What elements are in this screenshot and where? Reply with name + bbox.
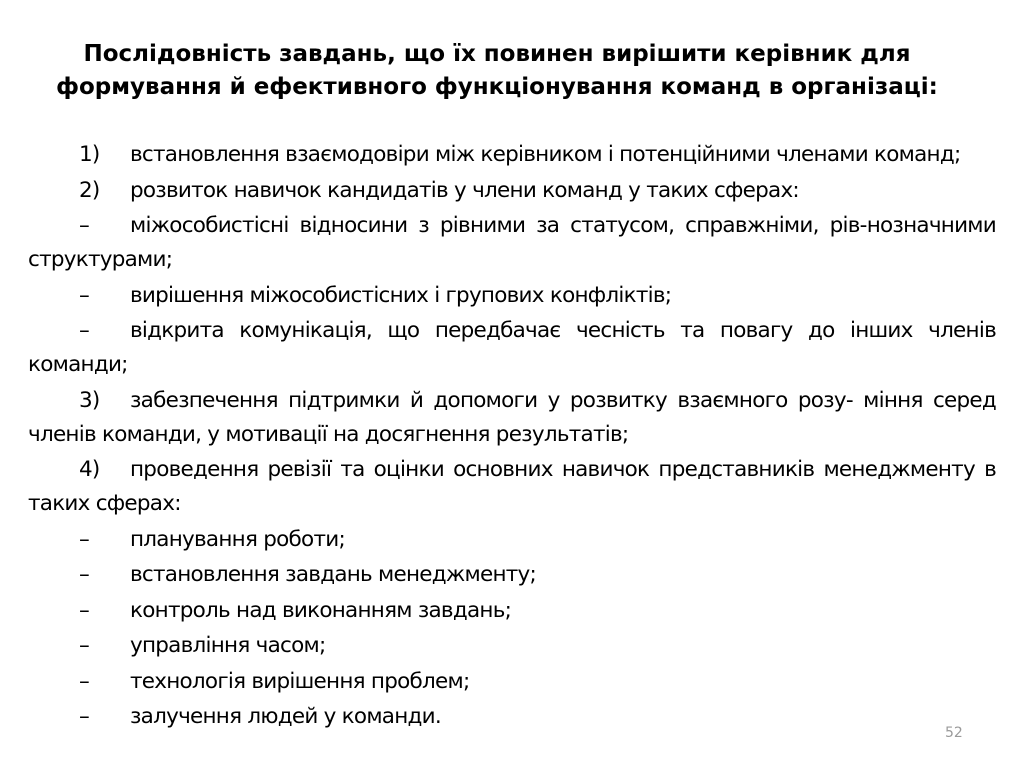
list-item-text: залучення людей у команди.	[130, 704, 441, 729]
list-item	[28, 558, 996, 592]
list-item	[28, 279, 996, 313]
list-item-text: встановлення завдань менеджменту;	[130, 562, 537, 587]
list-item	[28, 314, 996, 382]
list-item	[28, 629, 996, 663]
list-item-text: розвиток навичок кандидатів у члени команд у таких сферах:	[130, 177, 799, 203]
list-item-text: вирішення міжособистісних і групових конфліктів;	[130, 282, 672, 308]
list-item	[28, 138, 996, 172]
list-marker: –	[79, 562, 89, 587]
list-item-text: проведення ревізії та оцінки основних навичок представників менеджменту в таких сферах:	[28, 457, 996, 516]
list-item-text: технологія вирішення проблем;	[130, 668, 470, 694]
list-item-text: планування роботи;	[130, 526, 345, 552]
list-item-text: контроль над виконанням завдань;	[130, 597, 512, 623]
list-marker: 4)	[79, 457, 100, 482]
list-marker: –	[79, 597, 89, 623]
list-marker: 1)	[79, 142, 100, 167]
list-item	[28, 700, 996, 734]
list-marker: 2)	[79, 177, 100, 203]
slide-title: Послідовність завдань, що їх повинен вирішити керівник для формування й ефективного функціонування команд в організаці:	[56, 41, 938, 100]
list-item-text: управління часом;	[130, 633, 326, 658]
list-item	[28, 174, 996, 208]
list-marker: –	[79, 318, 89, 343]
list-item	[28, 665, 996, 699]
list-marker: –	[79, 633, 89, 658]
list-item-text: міжособистісні відносини з рівними за статусом, справжніми, рів-нозначними структурами;	[28, 213, 996, 272]
slide-body	[28, 138, 996, 736]
list-marker: –	[79, 213, 89, 238]
list-item	[28, 523, 996, 557]
list-item	[28, 594, 996, 628]
list-item-text: встановлення взаємодовіри між керівником і потенційними членами команд;	[130, 142, 961, 167]
list-item	[28, 384, 996, 452]
list-item	[28, 453, 996, 521]
list-item	[28, 209, 996, 277]
list-marker: –	[79, 282, 89, 308]
list-marker: –	[79, 526, 89, 552]
list-marker: 3)	[79, 387, 100, 413]
page-number: 52	[945, 725, 963, 741]
list-marker: –	[79, 704, 89, 729]
list-item-text: забезпечення підтримки й допомоги у розвитку взаємного розу- міння серед членів команди, у мотивації на досягнення результатів;	[28, 387, 996, 447]
list-item-text: відкрита комунікація, що передбачає чесність та повагу до інших членів команди;	[28, 318, 996, 377]
list-marker: –	[79, 668, 89, 694]
